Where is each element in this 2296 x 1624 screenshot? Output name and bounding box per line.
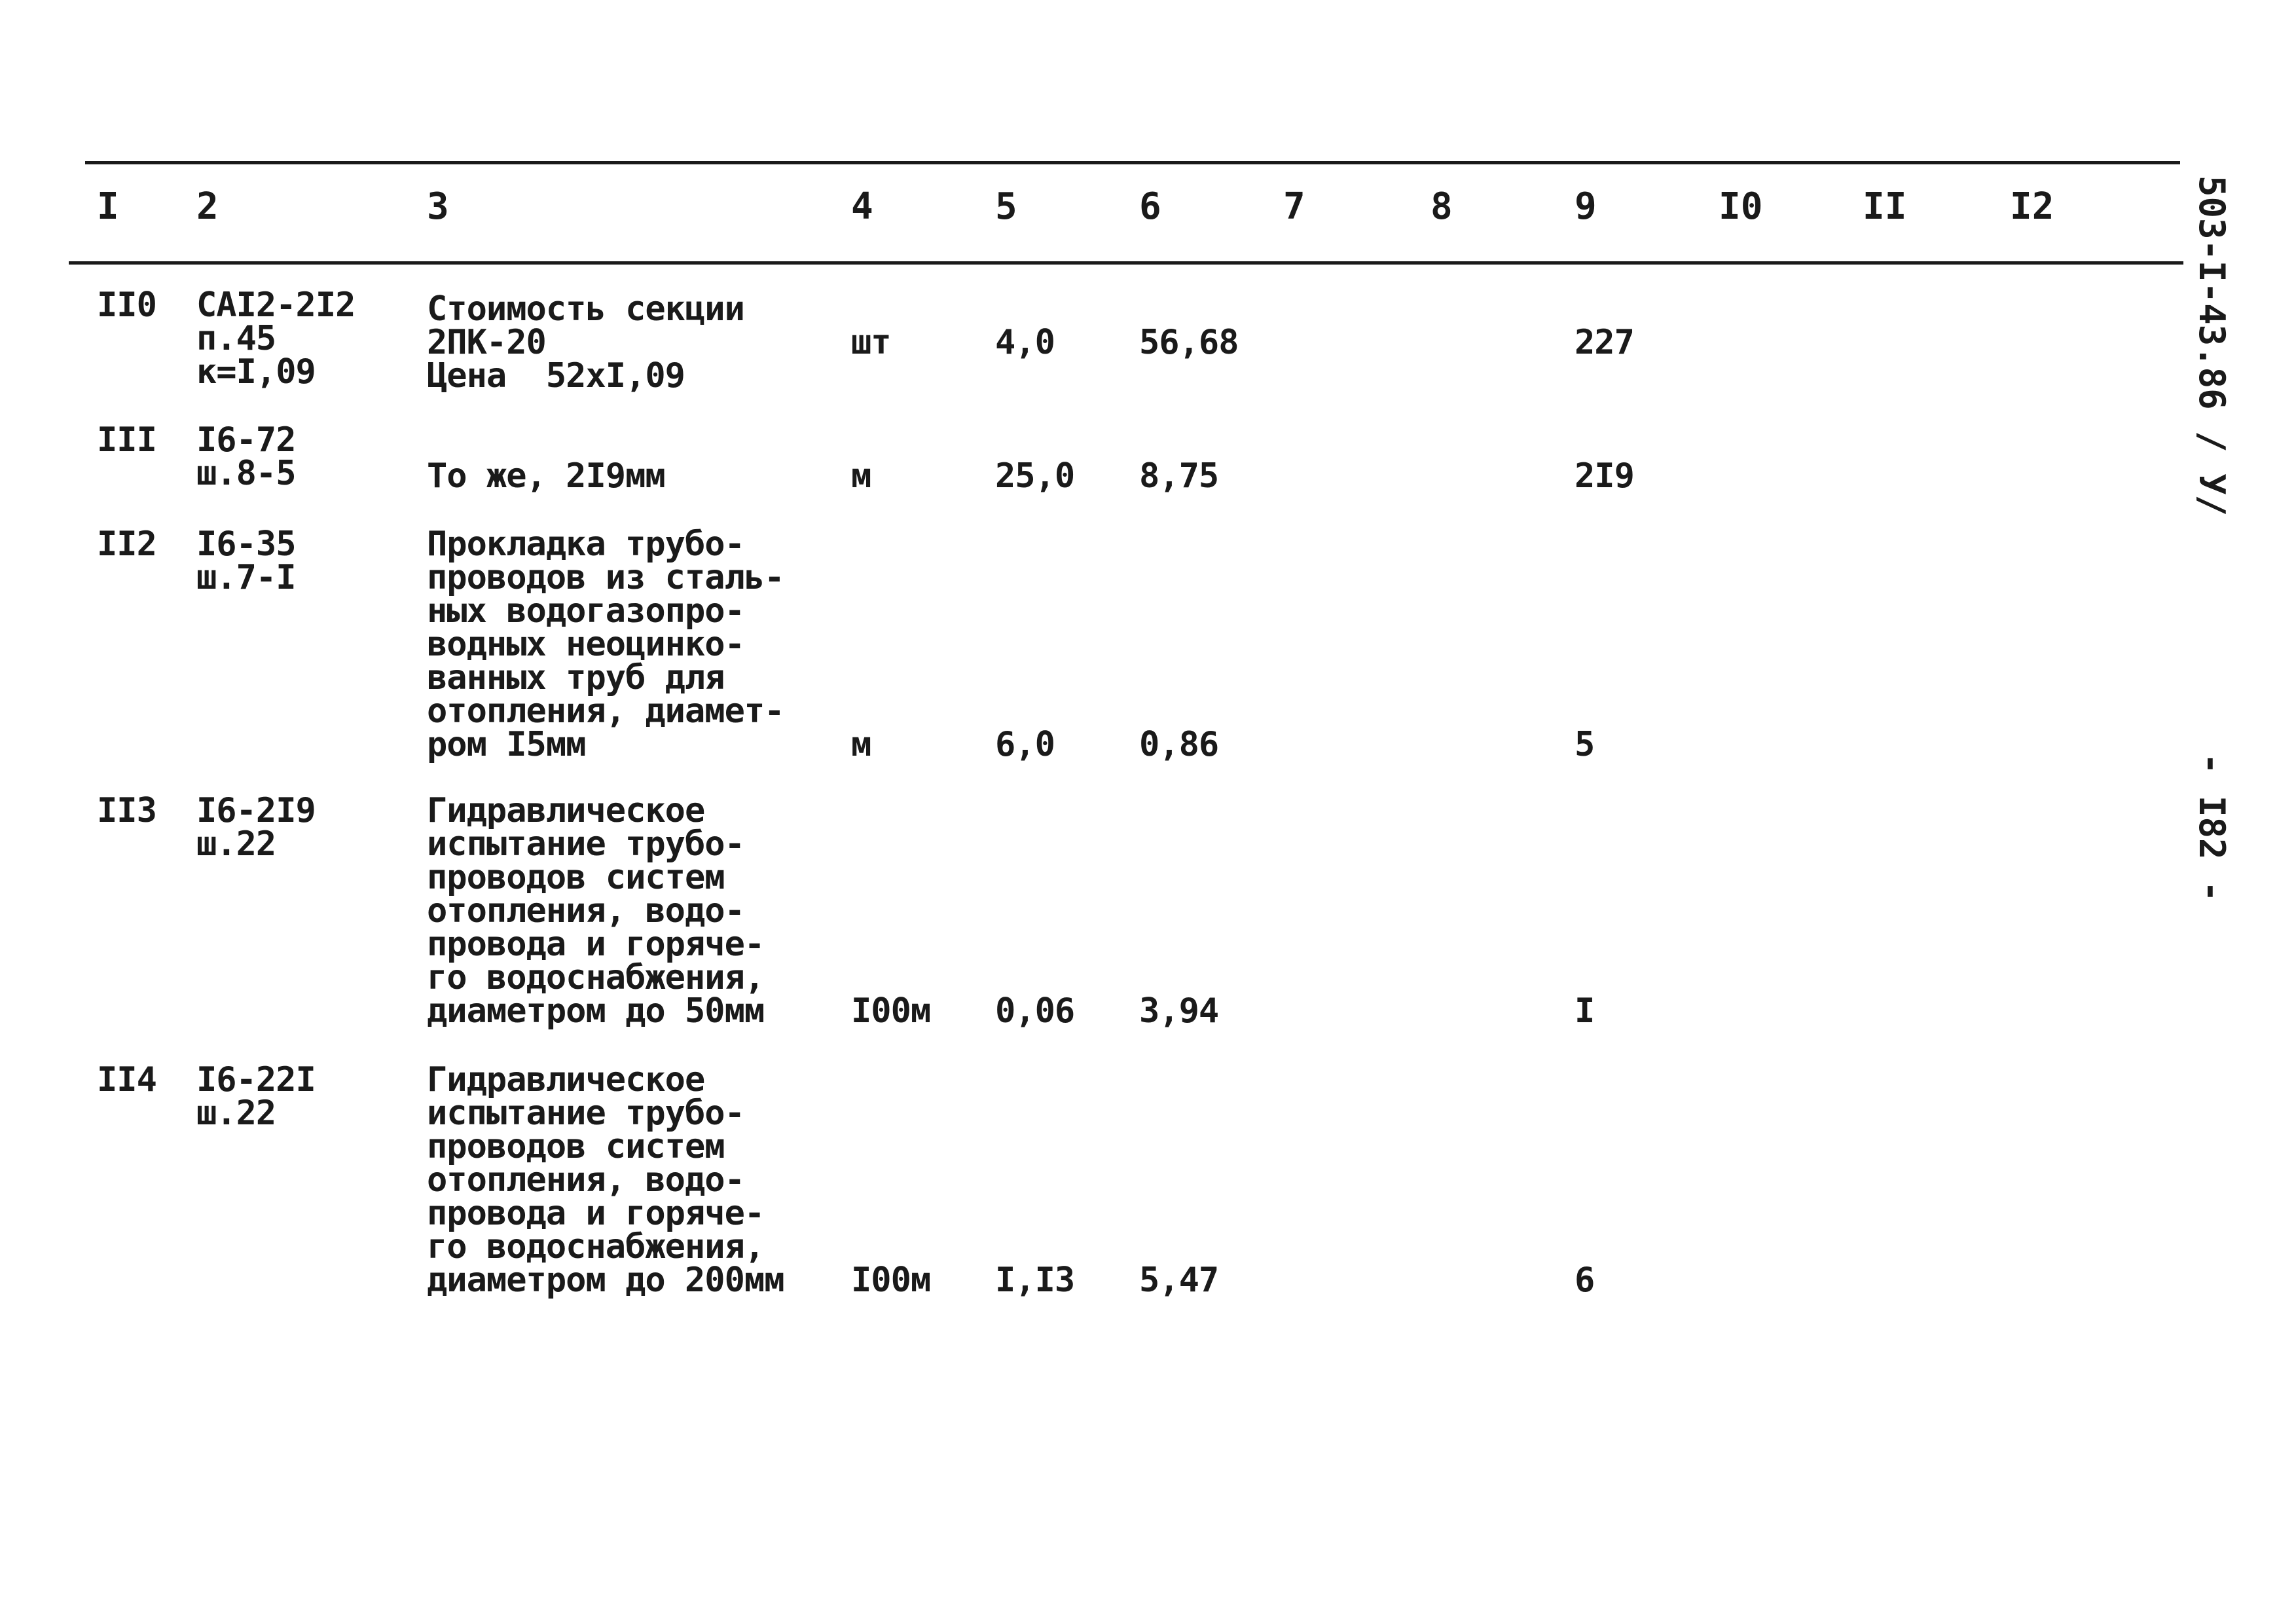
row-number: III	[97, 420, 156, 460]
column-header-3: 3	[427, 185, 449, 228]
total-cost: 5	[1575, 725, 1595, 764]
norm-code: I6-72 ш.8-5	[196, 420, 296, 493]
column-header-12: I2	[2010, 185, 2054, 228]
quantity: I,I3	[995, 1261, 1075, 1300]
unit: м	[851, 725, 871, 764]
row-number: II3	[97, 791, 156, 830]
unit-price: 3,94	[1139, 991, 1219, 1031]
unit-price: 56,68	[1139, 323, 1239, 362]
norm-code: I6-35 ш.7-I	[196, 525, 296, 597]
unit-price: 5,47	[1139, 1261, 1219, 1300]
total-cost: 227	[1575, 323, 1634, 362]
row-number: II2	[97, 525, 156, 564]
quantity: 0,06	[995, 991, 1075, 1031]
page-number: - I82 -	[2191, 753, 2232, 902]
row-number: II0	[97, 286, 156, 325]
table-top-rule	[85, 161, 2180, 164]
unit: шт	[851, 323, 891, 362]
column-header-7: 7	[1283, 185, 1305, 228]
column-header-5: 5	[995, 185, 1017, 228]
unit: I00м	[851, 991, 931, 1031]
total-cost: 2I9	[1575, 456, 1634, 496]
work-description: Гидравлическое испытание трубо- проводов систем отопления, водо- провода и горяче- го водоснабжения, диаметром до 200мм	[427, 1060, 784, 1300]
document-code: 503-I-43.86 / У/	[2191, 175, 2232, 517]
unit-price: 8,75	[1139, 456, 1219, 496]
column-header-11: II	[1863, 185, 1907, 228]
column-header-9: 9	[1575, 185, 1597, 228]
unit-price: 0,86	[1139, 725, 1219, 764]
column-header-4: 4	[851, 185, 873, 228]
work-description: Гидравлическое испытание трубо- проводов систем отопления, водо- провода и горяче- го водоснабжения, диаметром до 50мм	[427, 791, 765, 1031]
quantity: 25,0	[995, 456, 1075, 496]
work-description: Стоимость секции 2ПК-20 Цена 52хI,09	[427, 289, 744, 396]
column-header-1: I	[97, 185, 119, 228]
row-number: II4	[97, 1060, 156, 1099]
column-header-10: I0	[1719, 185, 1763, 228]
table-header-rule	[69, 261, 2183, 265]
norm-code: I6-22I ш.22	[196, 1060, 316, 1133]
quantity: 4,0	[995, 323, 1055, 362]
unit: I00м	[851, 1261, 931, 1300]
quantity: 6,0	[995, 725, 1055, 764]
work-description: То же, 2I9мм	[427, 456, 665, 496]
norm-code: CAI2-2I2 п.45 к=I,09	[196, 286, 355, 392]
unit: м	[851, 456, 871, 496]
norm-code: I6-2I9 ш.22	[196, 791, 316, 864]
total-cost: I	[1575, 991, 1595, 1031]
column-header-8: 8	[1430, 185, 1453, 228]
column-header-2: 2	[196, 185, 219, 228]
column-header-6: 6	[1139, 185, 1161, 228]
work-description: Прокладка трубо- проводов из сталь- ных водогазопро- водных неоцинко- ванных труб для отопления, диамет- ром I5мм	[427, 525, 784, 764]
total-cost: 6	[1575, 1261, 1595, 1300]
